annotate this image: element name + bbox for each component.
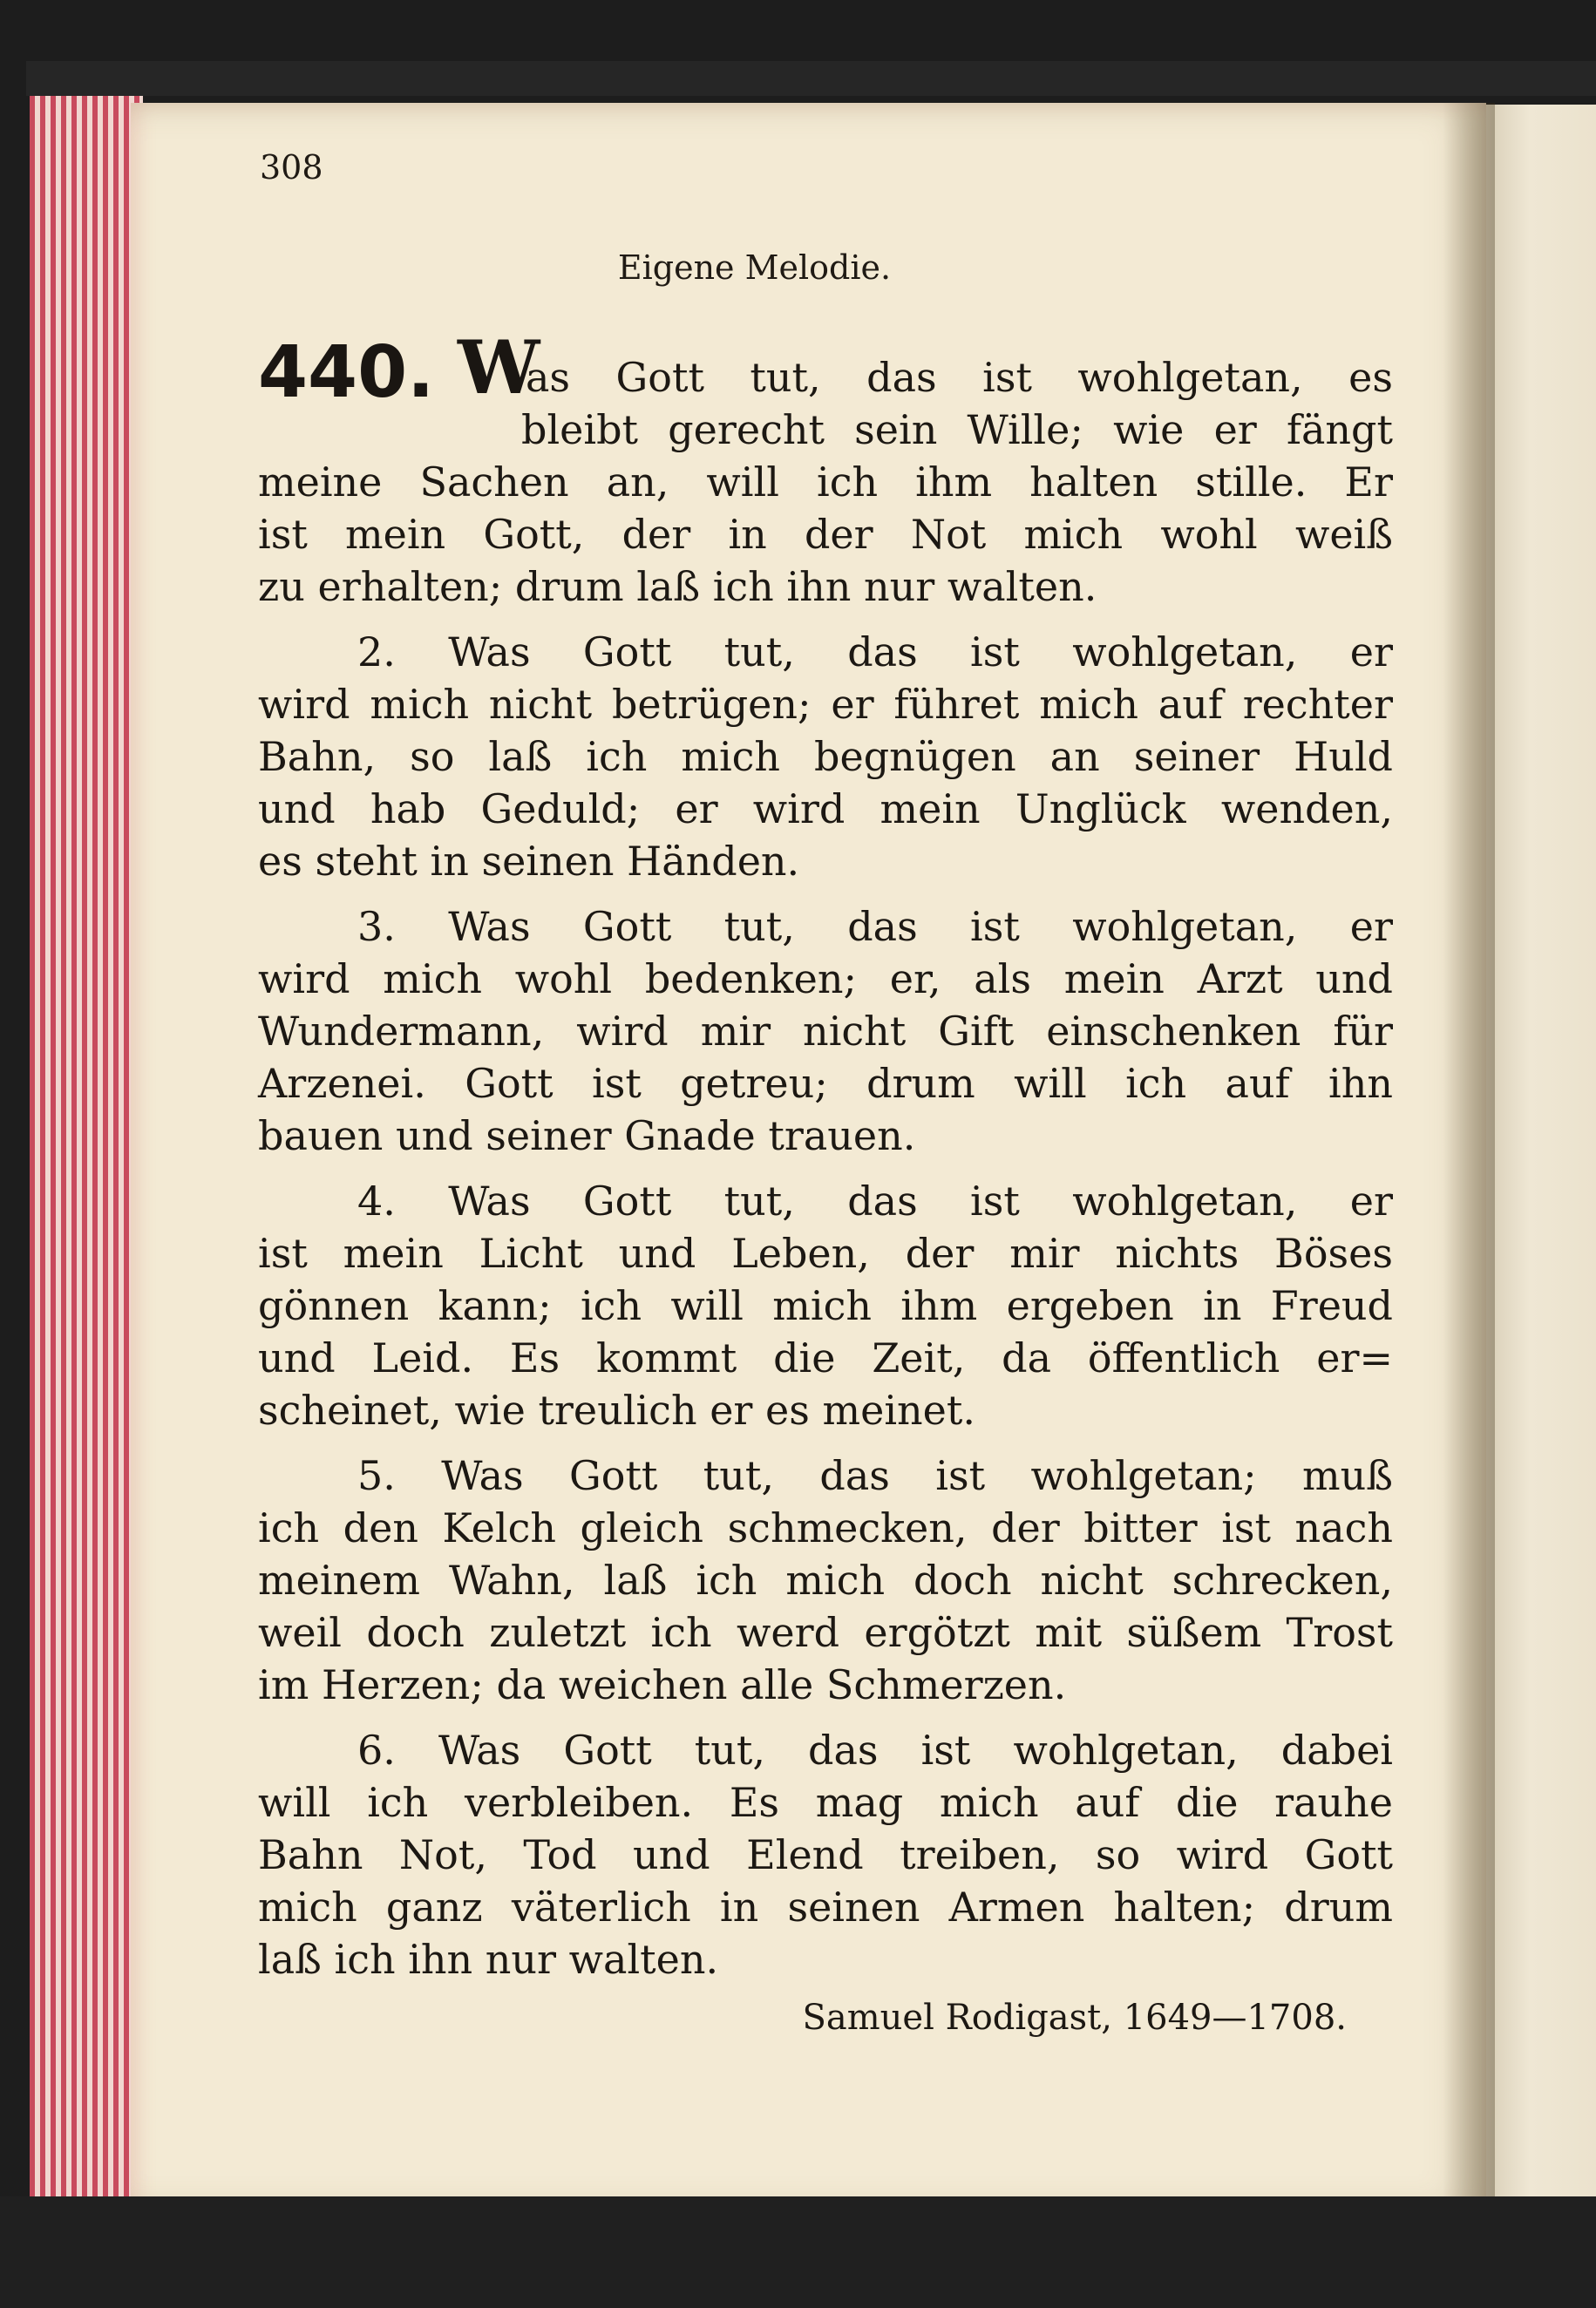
text-line: will ich verbleiben. Es mag mich auf die rauhe [258, 1779, 1393, 1826]
text-line: im Herzen; da weichen alle Schmerzen. [258, 1661, 1067, 1708]
text-line: 6. Was Gott tut, das ist wohlgetan, dabei [357, 1727, 1393, 1774]
melody-heading: Eigene Melodie. [617, 248, 892, 287]
text-line: Bahn, so laß ich mich begnügen an seiner Huld [258, 733, 1393, 780]
text-line: und hab Geduld; er wird mein Unglück wenden, [258, 785, 1393, 832]
text-line: zu erhalten; drum laß ich ihn nur walten. [258, 563, 1097, 610]
book-bottom-edge [0, 2196, 1596, 2308]
text-line: mich ganz väterlich in seinen Armen halten; drum [258, 1884, 1393, 1931]
text-line: Bahn Not, Tod und Elend treiben, so wird Gott [258, 1831, 1393, 1878]
text-line: Wundermann, wird mir nicht Gift einschenken für [258, 1008, 1393, 1055]
text-line: meinem Wahn, laß ich mich doch nicht schrecken, [258, 1557, 1393, 1604]
text-line: ist mein Gott, der in der Not mich wohl weiß [258, 511, 1393, 558]
text-line: meine Sachen an, will ich ihm halten stille. Er [258, 458, 1393, 506]
drop-cap: W [458, 324, 540, 411]
text-line: weil doch zuletzt ich werd ergötzt mit süßem Trost [258, 1609, 1393, 1656]
text-line: 5. Was Gott tut, das ist wohlgetan; muß [357, 1452, 1393, 1499]
hymn-number: 440. [258, 331, 435, 414]
text-line: wird mich nicht betrügen; er führet mich auf rechter [258, 681, 1393, 728]
spine-shadow [1443, 103, 1495, 2212]
text-line: 2. Was Gott tut, das ist wohlgetan, er [357, 628, 1393, 675]
text-line: ist mein Licht und Leben, der mir nichts Böses [258, 1230, 1393, 1277]
facing-page-edge [1486, 105, 1596, 2214]
page-edges [30, 96, 143, 2205]
text-line: as Gott tut, das ist wohlgetan, es [526, 354, 1393, 401]
text-line: 4. Was Gott tut, das ist wohlgetan, er [357, 1178, 1393, 1225]
text-line: 3. Was Gott tut, das ist wohlgetan, er [357, 903, 1393, 950]
text-line: scheinet, wie treulich er es meinet. [258, 1387, 975, 1434]
text-line: gönnen kann; ich will mich ihm ergeben in Freud [258, 1282, 1393, 1329]
text-line: und Leid. Es kommt die Zeit, da öffentlich er= [258, 1334, 1393, 1381]
book-top-edge [26, 61, 1596, 96]
text-line: es steht in seinen Händen. [258, 838, 800, 885]
text-line: bleibt gerecht sein Wille; wie er fängt [521, 406, 1393, 453]
text-line: laß ich ihn nur walten. [258, 1936, 719, 1983]
text-line: ich den Kelch gleich schmecken, der bitter ist nach [258, 1504, 1393, 1551]
page-number: 308 [260, 148, 323, 187]
author-attribution: Samuel Rodigast, 1649—1708. [802, 1998, 1347, 2038]
text-line: Arzenei. Gott ist getreu; drum will ich auf ihn [258, 1060, 1393, 1107]
text-line: bauen und seiner Gnade trauen. [258, 1112, 916, 1159]
text-line: wird mich wohl bedenken; er, als mein Arzt und [258, 955, 1393, 1002]
